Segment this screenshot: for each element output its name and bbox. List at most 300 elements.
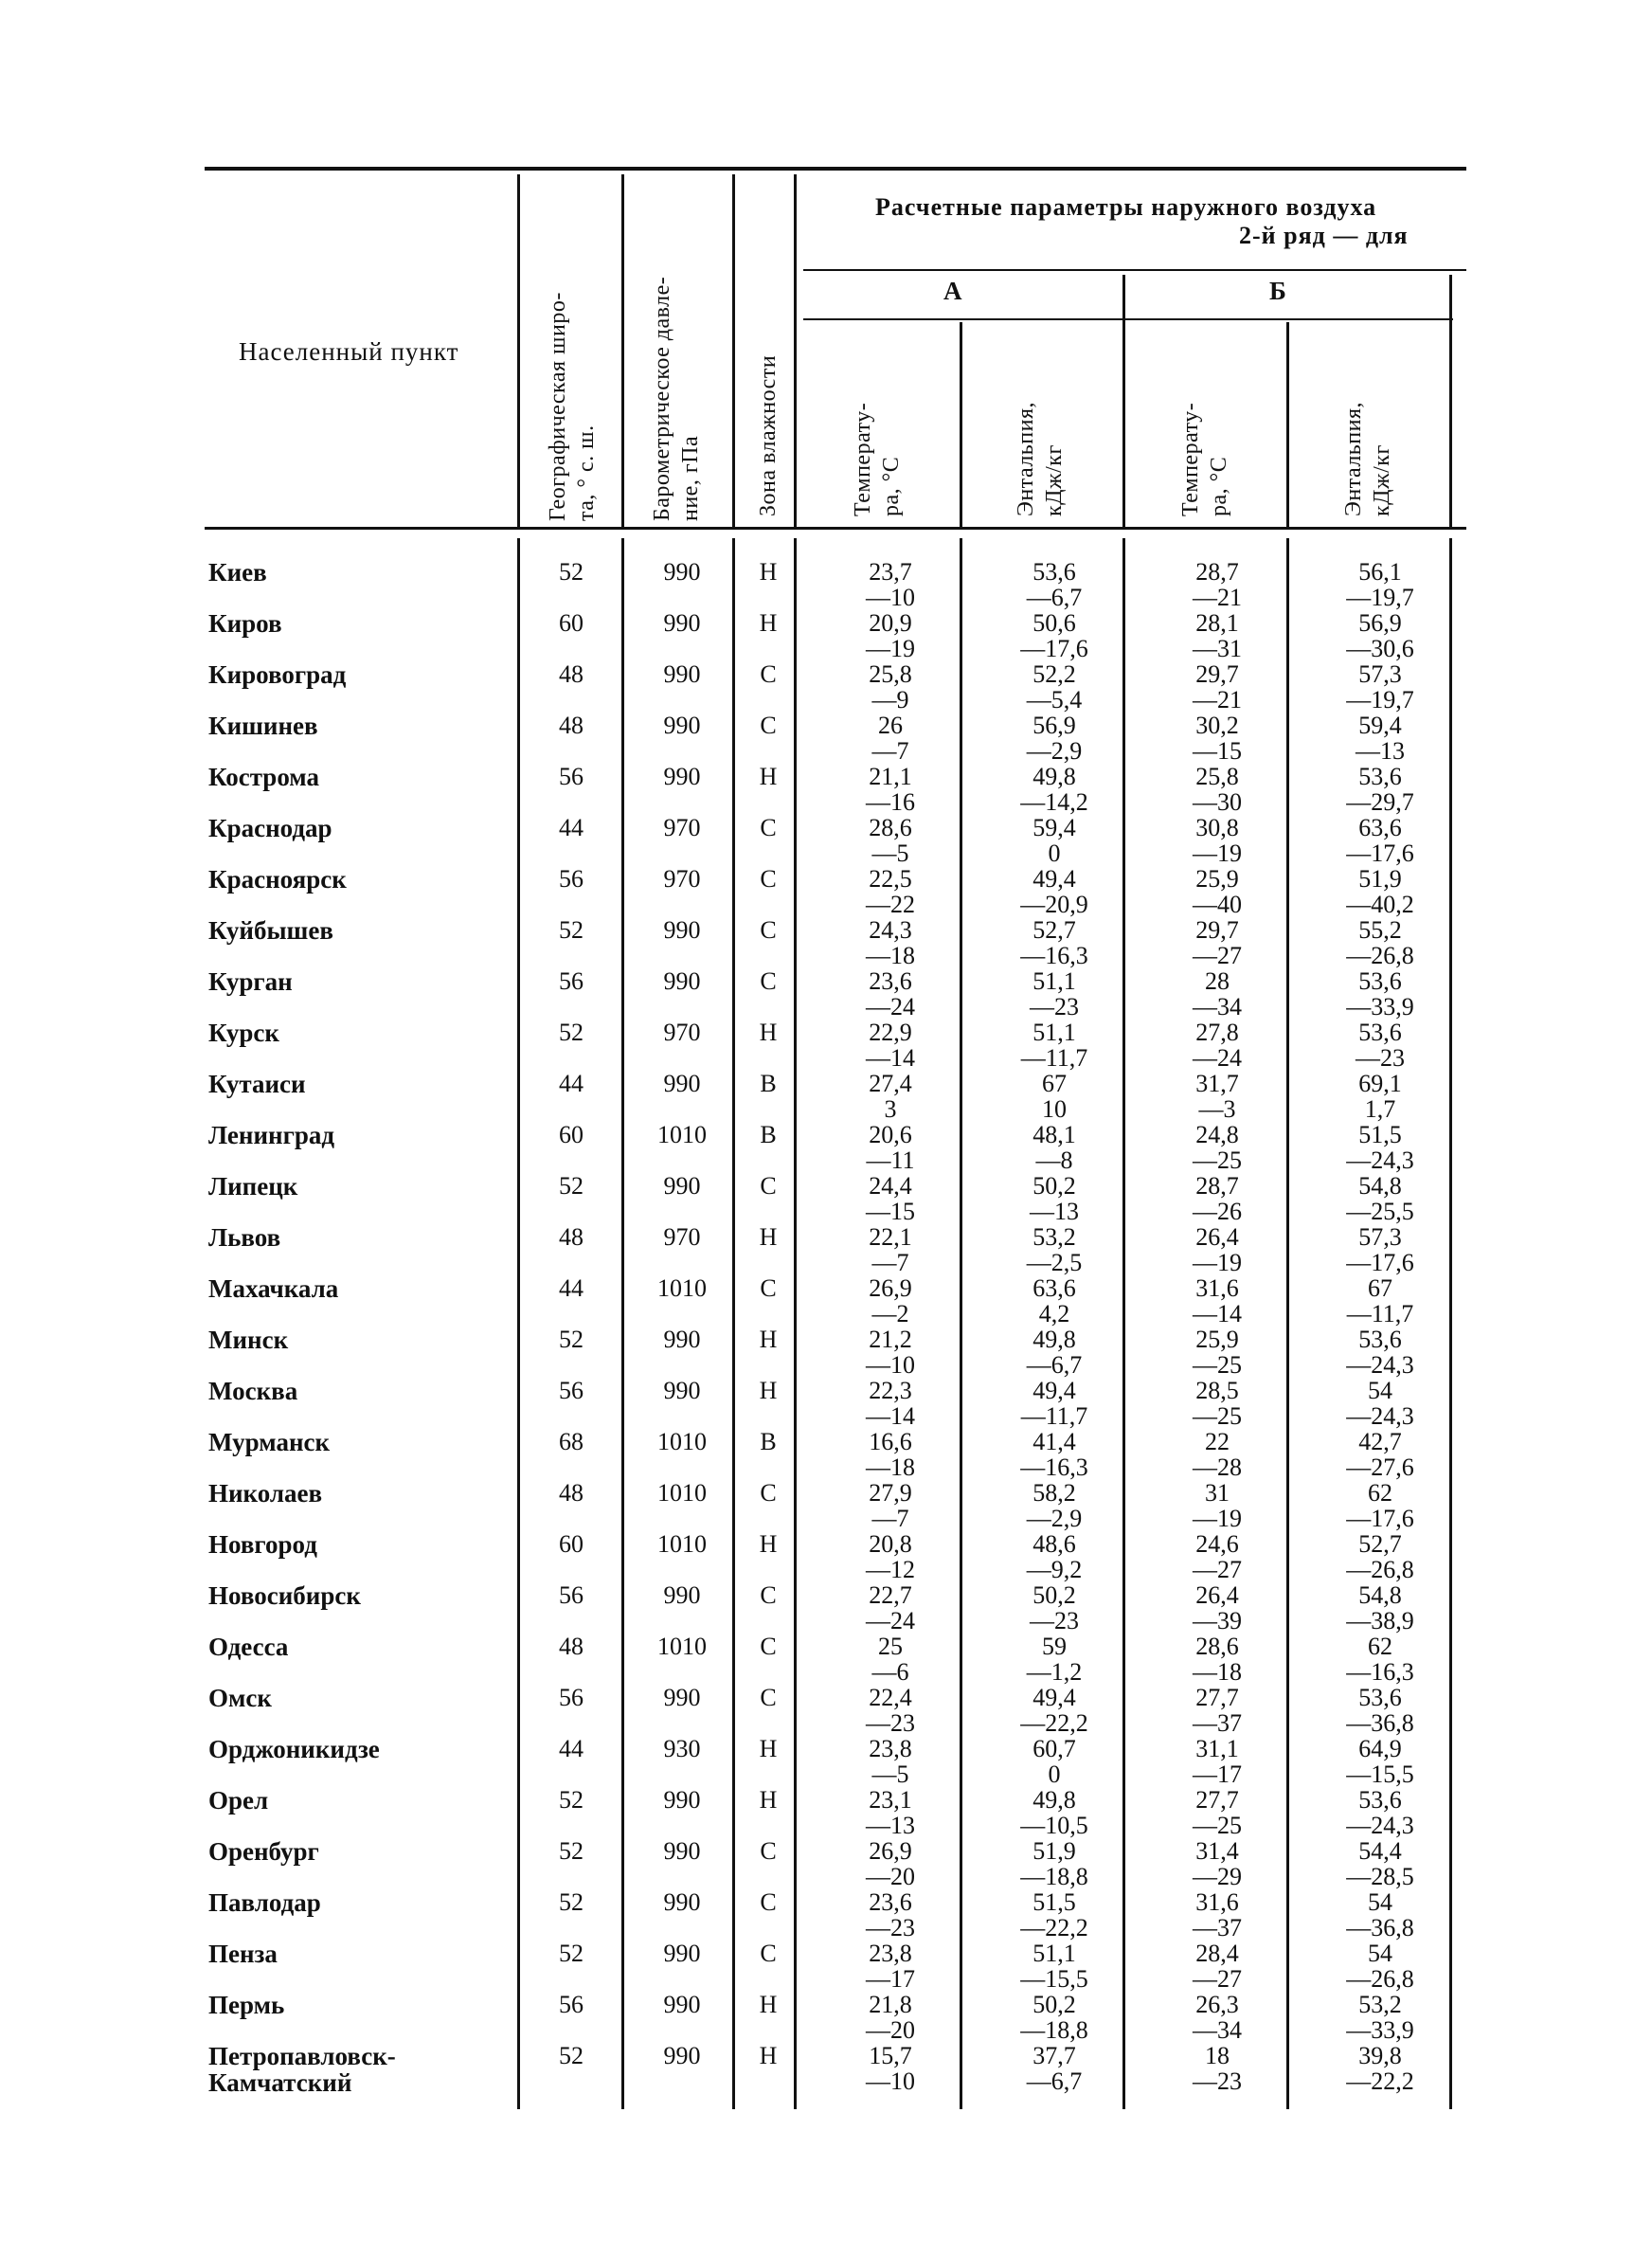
temp-b-cold-value: —27: [1193, 1556, 1242, 1583]
enthalpy-b-cell: [1309, 1992, 1451, 2043]
enthalpy-a-cold-value: —6,7: [1026, 1351, 1083, 1379]
temp-a-warm-value: 23,6: [869, 967, 912, 995]
enthalpy-a-warm-value: 51,1: [1032, 1940, 1076, 1967]
param-a-label: А: [943, 277, 963, 305]
city-name: Москва: [208, 1377, 298, 1405]
header-divider: [960, 322, 962, 527]
temp-a-warm-value: 24,4: [869, 1172, 912, 1200]
enthalpy-b-warm-value: 51,9: [1358, 865, 1402, 893]
header-divider: [732, 174, 735, 527]
enthalpy-a-cold-value: —6,7: [1026, 584, 1083, 611]
humidity-zone-value: Н: [759, 1735, 778, 1762]
pressure-value: 990: [663, 712, 701, 739]
city-name: Куйбышев: [208, 916, 333, 945]
latitude-value: 48: [559, 1479, 584, 1507]
temp-a-cold-value: —10: [866, 584, 915, 611]
humidity-zone-value: Н: [759, 609, 778, 637]
enthalpy-a-cold-value: —14,2: [1020, 788, 1088, 816]
temp-b-warm-value: 27,8: [1195, 1019, 1239, 1046]
temp-a-cell: [819, 661, 961, 713]
table-row: [0, 1480, 1652, 1531]
temp-a-warm-value: 20,8: [869, 1530, 912, 1558]
temp-b-cell: [1146, 1480, 1288, 1531]
humidity-zone-value: С: [760, 1940, 777, 1967]
city-name: Ленинград: [208, 1121, 335, 1149]
table-row: [0, 968, 1652, 1020]
temp-a-warm-value: 22,1: [869, 1223, 912, 1251]
temp-b-warm-value: 30,2: [1195, 712, 1239, 739]
col-header-pressure: Барометрическое давле- ние, гПа: [650, 276, 703, 521]
enthalpy-a-warm-value: 59: [1042, 1633, 1067, 1660]
temp-b-warm-value: 26,3: [1195, 1991, 1239, 2018]
enthalpy-a-cell: [983, 1787, 1125, 1838]
temp-b-cell: [1146, 1838, 1288, 1889]
temp-b-cold-value: —27: [1193, 1965, 1242, 1993]
enthalpy-b-cold-value: —19,7: [1346, 584, 1414, 611]
city-name: Львов: [208, 1223, 281, 1252]
temp-a-warm-value: 20,6: [869, 1121, 912, 1148]
enthalpy-a-warm-value: 60,7: [1032, 1735, 1076, 1762]
temp-a-warm-value: 26: [878, 712, 903, 739]
temp-b-cell: [1146, 968, 1288, 1020]
temp-a-cold-value: —10: [866, 2067, 915, 2095]
table-row: [0, 764, 1652, 815]
temp-b-warm-value: 26,4: [1195, 1223, 1239, 1251]
enthalpy-a-cell: [983, 1480, 1125, 1531]
temp-b-cold-value: —17: [1193, 1760, 1242, 1788]
temp-b-warm-value: 28,6: [1195, 1633, 1239, 1660]
enthalpy-a-warm-value: 37,7: [1032, 2042, 1076, 2069]
enthalpy-a-cold-value: —6,7: [1026, 2067, 1083, 2095]
pressure-value: 1010: [657, 1530, 707, 1558]
humidity-zone-value: С: [760, 712, 777, 739]
latitude-value: 48: [559, 660, 584, 688]
enthalpy-a-cold-value: —9,2: [1026, 1556, 1083, 1583]
temp-a-cold-value: —2: [871, 1300, 909, 1327]
temp-b-cell: [1146, 1736, 1288, 1787]
col-header-city: Населенный пункт: [239, 337, 459, 366]
enthalpy-a-cell: [983, 1275, 1125, 1327]
enthalpy-b-warm-value: 53,6: [1358, 1019, 1402, 1046]
city-name: Краснодар: [208, 814, 332, 842]
latitude-value: 56: [559, 763, 584, 790]
enthalpy-a-cold-value: 10: [1042, 1095, 1067, 1123]
col-header-humidity-zone: Зона влажности: [756, 354, 781, 516]
temp-a-cold-value: —7: [871, 1505, 909, 1532]
temp-a-warm-value: 21,2: [869, 1326, 912, 1353]
city-name: Николаев: [208, 1479, 323, 1508]
temp-a-cell: [819, 610, 961, 661]
temp-b-warm-value: 28,7: [1195, 1172, 1239, 1200]
enthalpy-b-cell: [1309, 1736, 1451, 1787]
temp-b-cell: [1146, 713, 1288, 764]
temp-a-cell: [819, 559, 961, 610]
latitude-value: 52: [559, 558, 584, 586]
enthalpy-b-warm-value: 42,7: [1358, 1428, 1402, 1455]
temp-a-warm-value: 22,4: [869, 1684, 912, 1711]
pressure-value: 990: [663, 1377, 701, 1404]
table-row: [0, 1327, 1652, 1378]
temp-a-cell: [819, 1122, 961, 1173]
enthalpy-b-warm-value: 39,8: [1358, 2042, 1402, 2069]
enthalpy-b-warm-value: 62: [1368, 1479, 1392, 1507]
enthalpy-a-warm-value: 51,1: [1032, 1019, 1076, 1046]
city-name: Пенза: [208, 1940, 278, 1968]
humidity-zone-value: Н: [759, 558, 778, 586]
enthalpy-a-cell: [983, 2043, 1125, 2094]
latitude-value: 52: [559, 916, 584, 944]
enthalpy-b-cold-value: —26,8: [1346, 942, 1414, 969]
table-row: [0, 1838, 1652, 1889]
temp-a-warm-value: 21,8: [869, 1991, 912, 2018]
humidity-zone-value: Н: [759, 1223, 778, 1251]
temp-b-cold-value: —27: [1193, 942, 1242, 969]
enthalpy-b-cell: [1309, 661, 1451, 713]
enthalpy-a-warm-value: 49,8: [1032, 763, 1076, 790]
enthalpy-a-cell: [983, 1020, 1125, 1071]
enthalpy-a-cold-value: —11,7: [1020, 1044, 1088, 1072]
temp-b-cold-value: —37: [1193, 1914, 1242, 1941]
temp-a-cold-value: —6: [871, 1658, 909, 1686]
latitude-value: 56: [559, 1377, 584, 1404]
temp-b-cell: [1146, 1378, 1288, 1429]
pressure-value: 990: [663, 1888, 701, 1916]
enthalpy-b-cold-value: —13: [1356, 737, 1405, 765]
table-row: [0, 713, 1652, 764]
temp-a-warm-value: 23,6: [869, 1888, 912, 1916]
humidity-zone-value: Н: [759, 1326, 778, 1353]
param-b-label: Б: [1269, 277, 1287, 305]
enthalpy-b-warm-value: 55,2: [1358, 916, 1402, 944]
col-header-enthalpy-a: Энтальпия, кДж/кг: [1014, 402, 1067, 516]
humidity-zone-value: С: [760, 1888, 777, 1916]
enthalpy-a-warm-value: 49,8: [1032, 1786, 1076, 1814]
col-header-temp-b: Температу- ра, °С: [1178, 402, 1231, 516]
latitude-value: 52: [559, 1019, 584, 1046]
table-top-rule: [205, 167, 1466, 171]
temp-a-cold-value: —7: [871, 1249, 909, 1276]
temp-b-warm-value: 28: [1205, 967, 1230, 995]
temp-a-cold-value: —15: [866, 1198, 915, 1225]
temp-a-cell: [819, 713, 961, 764]
enthalpy-a-cell: [983, 1122, 1125, 1173]
enthalpy-b-cold-value: —30,6: [1346, 635, 1414, 662]
temp-b-cell: [1146, 1071, 1288, 1122]
humidity-zone-value: Н: [759, 1019, 778, 1046]
enthalpy-b-cell: [1309, 559, 1451, 610]
temp-a-cell: [819, 866, 961, 917]
temp-a-cold-value: —7: [871, 737, 909, 765]
pressure-value: 990: [663, 1684, 701, 1711]
col-header-temp-a: Температу- ра, °С: [851, 402, 904, 516]
group-title: Расчетные параметры наружного воздуха: [875, 193, 1377, 221]
city-name: Оренбург: [208, 1837, 319, 1866]
temp-b-warm-value: 28,4: [1195, 1940, 1239, 1967]
enthalpy-b-warm-value: 57,3: [1358, 660, 1402, 688]
latitude-value: 48: [559, 1633, 584, 1660]
temp-a-cell: [819, 1582, 961, 1634]
enthalpy-a-cell: [983, 1531, 1125, 1582]
city-name: Курск: [208, 1019, 279, 1047]
city-name: Петропавловск- Камчатский: [208, 2042, 396, 2097]
header-divider: [1449, 275, 1452, 527]
pressure-value: 990: [663, 1172, 701, 1200]
temp-a-cold-value: —9: [871, 686, 909, 713]
pressure-value: 1010: [657, 1633, 707, 1660]
latitude-value: 60: [559, 1530, 584, 1558]
header-divider: [1286, 322, 1289, 527]
enthalpy-b-cell: [1309, 610, 1451, 661]
city-name: Киров: [208, 609, 282, 638]
temp-b-cell: [1146, 1429, 1288, 1480]
header-divider: [794, 174, 797, 527]
header-divider: [1122, 275, 1125, 527]
humidity-zone-value: Н: [759, 1530, 778, 1558]
enthalpy-a-cell: [983, 1071, 1125, 1122]
enthalpy-a-warm-value: 52,7: [1032, 916, 1076, 944]
enthalpy-a-cell: [983, 1941, 1125, 1992]
table-row: [0, 1582, 1652, 1634]
enthalpy-a-cell: [983, 559, 1125, 610]
temp-b-warm-value: 25,9: [1195, 1326, 1239, 1353]
pressure-value: 970: [663, 865, 701, 893]
enthalpy-a-cell: [983, 1327, 1125, 1378]
temp-a-cell: [819, 1889, 961, 1941]
temp-a-cold-value: —5: [871, 1760, 909, 1788]
header-bottom-rule: [205, 527, 1466, 530]
enthalpy-a-warm-value: 41,4: [1032, 1428, 1076, 1455]
humidity-zone-value: С: [760, 1274, 777, 1302]
table-row: [0, 1071, 1652, 1122]
humidity-zone-value: С: [760, 1172, 777, 1200]
temp-b-cell: [1146, 559, 1288, 610]
latitude-value: 52: [559, 2042, 584, 2069]
enthalpy-a-cell: [983, 1429, 1125, 1480]
enthalpy-b-cell: [1309, 1838, 1451, 1889]
group-rule: [803, 269, 1466, 271]
temp-a-cell: [819, 815, 961, 866]
pressure-value: 1010: [657, 1121, 707, 1148]
table-row: [0, 815, 1652, 866]
temp-b-warm-value: 26,4: [1195, 1581, 1239, 1609]
latitude-value: 68: [559, 1428, 584, 1455]
city-name: Кишинев: [208, 712, 318, 740]
temp-b-cold-value: —23: [1193, 2067, 1242, 2095]
temp-b-cell: [1146, 610, 1288, 661]
temp-b-cell: [1146, 1941, 1288, 1992]
temp-b-cold-value: —19: [1193, 840, 1242, 867]
temp-a-warm-value: 25,8: [869, 660, 912, 688]
temp-b-cell: [1146, 661, 1288, 713]
enthalpy-a-cold-value: —18,8: [1020, 1863, 1088, 1890]
enthalpy-a-cold-value: —8: [1035, 1147, 1073, 1174]
enthalpy-b-warm-value: 57,3: [1358, 1223, 1402, 1251]
temp-b-cold-value: —39: [1193, 1607, 1242, 1634]
temp-a-warm-value: 23,1: [869, 1786, 912, 1814]
temp-a-warm-value: 22,3: [869, 1377, 912, 1404]
latitude-value: 52: [559, 1837, 584, 1865]
enthalpy-a-cell: [983, 1634, 1125, 1685]
city-name: Орел: [208, 1786, 269, 1815]
enthalpy-a-warm-value: 50,6: [1032, 609, 1076, 637]
temp-a-cold-value: —11: [866, 1147, 915, 1174]
enthalpy-b-cell: [1309, 764, 1451, 815]
temp-b-warm-value: 25,8: [1195, 763, 1239, 790]
temp-b-cell: [1146, 1122, 1288, 1173]
enthalpy-a-warm-value: 49,4: [1032, 865, 1076, 893]
temp-b-cell: [1146, 1634, 1288, 1685]
enthalpy-b-warm-value: 53,6: [1358, 763, 1402, 790]
temp-a-cold-value: —12: [866, 1556, 915, 1583]
enthalpy-b-cell: [1309, 815, 1451, 866]
temp-b-warm-value: 30,8: [1195, 814, 1239, 841]
temp-a-cell: [819, 1838, 961, 1889]
temp-b-warm-value: 31,7: [1195, 1070, 1239, 1097]
temp-a-cold-value: —10: [866, 1351, 915, 1379]
enthalpy-b-warm-value: 64,9: [1358, 1735, 1402, 1762]
temp-a-warm-value: 23,7: [869, 558, 912, 586]
enthalpy-b-cell: [1309, 1941, 1451, 1992]
enthalpy-a-cold-value: —1,2: [1026, 1658, 1083, 1686]
enthalpy-b-cold-value: —26,8: [1346, 1556, 1414, 1583]
enthalpy-b-warm-value: 59,4: [1358, 712, 1402, 739]
enthalpy-b-cold-value: —36,8: [1346, 1709, 1414, 1737]
humidity-zone-value: С: [760, 660, 777, 688]
temp-a-cell: [819, 1275, 961, 1327]
pressure-value: 970: [663, 1019, 701, 1046]
latitude-value: 56: [559, 967, 584, 995]
enthalpy-a-cell: [983, 610, 1125, 661]
latitude-value: 52: [559, 1172, 584, 1200]
temp-b-cold-value: —21: [1193, 686, 1242, 713]
enthalpy-b-cell: [1309, 917, 1451, 968]
temp-b-cold-value: —25: [1193, 1147, 1242, 1174]
enthalpy-b-cold-value: —22,2: [1346, 2067, 1414, 2095]
temp-b-cell: [1146, 1787, 1288, 1838]
latitude-value: 48: [559, 1223, 584, 1251]
temp-b-cold-value: —26: [1193, 1198, 1242, 1225]
enthalpy-a-warm-value: 51,9: [1032, 1837, 1076, 1865]
enthalpy-a-warm-value: 50,2: [1032, 1581, 1076, 1609]
temp-a-cold-value: —17: [866, 1965, 915, 1993]
enthalpy-b-cell: [1309, 1020, 1451, 1071]
enthalpy-a-warm-value: 53,2: [1032, 1223, 1076, 1251]
table-row: [0, 1941, 1652, 1992]
temp-a-cell: [819, 764, 961, 815]
enthalpy-b-cell: [1309, 1889, 1451, 1941]
temp-b-warm-value: 31,1: [1195, 1735, 1239, 1762]
enthalpy-a-cold-value: 4,2: [1038, 1300, 1070, 1327]
temp-b-cell: [1146, 1327, 1288, 1378]
temp-b-cell: [1146, 866, 1288, 917]
enthalpy-a-cell: [983, 1224, 1125, 1275]
table-row: [0, 610, 1652, 661]
enthalpy-a-cell: [983, 917, 1125, 968]
temp-b-cold-value: —31: [1193, 635, 1242, 662]
enthalpy-b-cold-value: —23: [1356, 1044, 1405, 1072]
enthalpy-a-warm-value: 49,4: [1032, 1377, 1076, 1404]
latitude-value: 52: [559, 1786, 584, 1814]
enthalpy-b-warm-value: 53,6: [1358, 1326, 1402, 1353]
table-row: [0, 1889, 1652, 1941]
enthalpy-b-warm-value: 62: [1368, 1633, 1392, 1660]
temp-a-cell: [819, 1531, 961, 1582]
temp-a-cell: [819, 1429, 961, 1480]
enthalpy-b-cold-value: —29,7: [1346, 788, 1414, 816]
enthalpy-a-cold-value: —17,6: [1020, 635, 1088, 662]
temp-a-warm-value: 26,9: [869, 1837, 912, 1865]
humidity-zone-value: С: [760, 1479, 777, 1507]
humidity-zone-value: С: [760, 814, 777, 841]
temp-b-cold-value: —30: [1193, 788, 1242, 816]
enthalpy-a-cold-value: 0: [1048, 840, 1061, 867]
enthalpy-b-cell: [1309, 1480, 1451, 1531]
temp-b-cold-value: —34: [1193, 993, 1242, 1020]
temp-b-cold-value: —29: [1193, 1863, 1242, 1890]
temp-a-warm-value: 26,9: [869, 1274, 912, 1302]
enthalpy-b-warm-value: 63,6: [1358, 814, 1402, 841]
table-row: [0, 1787, 1652, 1838]
humidity-zone-value: С: [760, 967, 777, 995]
temp-a-cold-value: —13: [866, 1812, 915, 1839]
city-name: Одесса: [208, 1633, 289, 1661]
city-name: Новосибирск: [208, 1581, 361, 1610]
temp-b-warm-value: 24,6: [1195, 1530, 1239, 1558]
enthalpy-a-cell: [983, 815, 1125, 866]
temp-b-cold-value: —19: [1193, 1505, 1242, 1532]
pressure-value: 990: [663, 1326, 701, 1353]
temp-b-cell: [1146, 1582, 1288, 1634]
pressure-value: 990: [663, 763, 701, 790]
enthalpy-a-cold-value: —18,8: [1020, 2016, 1088, 2044]
temp-a-cold-value: —20: [866, 2016, 915, 2044]
enthalpy-b-warm-value: 53,6: [1358, 1786, 1402, 1814]
city-name: Красноярск: [208, 865, 347, 894]
latitude-value: 60: [559, 1121, 584, 1148]
pressure-value: 1010: [657, 1274, 707, 1302]
enthalpy-b-cell: [1309, 1173, 1451, 1224]
enthalpy-b-cold-value: —24,3: [1346, 1351, 1414, 1379]
enthalpy-b-warm-value: 54,8: [1358, 1172, 1402, 1200]
temp-b-cell: [1146, 1992, 1288, 2043]
enthalpy-a-cold-value: —2,9: [1026, 737, 1083, 765]
enthalpy-b-cell: [1309, 713, 1451, 764]
temp-a-cold-value: —24: [866, 993, 915, 1020]
table-row: [0, 1378, 1652, 1429]
temp-b-cold-value: —24: [1193, 1044, 1242, 1072]
enthalpy-a-warm-value: 49,4: [1032, 1684, 1076, 1711]
temp-a-cell: [819, 1224, 961, 1275]
city-name: Киев: [208, 558, 267, 587]
latitude-value: 56: [559, 1581, 584, 1609]
table-row: [0, 1224, 1652, 1275]
temp-a-cell: [819, 1941, 961, 1992]
temp-a-warm-value: 15,7: [869, 2042, 912, 2069]
enthalpy-a-cell: [983, 1838, 1125, 1889]
temp-a-cell: [819, 1020, 961, 1071]
enthalpy-a-cold-value: —5,4: [1026, 686, 1083, 713]
city-name: Махачкала: [208, 1274, 339, 1303]
enthalpy-a-cold-value: —2,9: [1026, 1505, 1083, 1532]
temp-b-warm-value: 29,7: [1195, 916, 1239, 944]
city-name: Новгород: [208, 1530, 317, 1559]
enthalpy-b-warm-value: 56,9: [1358, 609, 1402, 637]
city-name: Павлодар: [208, 1888, 321, 1917]
temp-a-cold-value: —16: [866, 788, 915, 816]
enthalpy-a-cell: [983, 968, 1125, 1020]
table-row: [0, 1122, 1652, 1173]
humidity-zone-value: В: [760, 1428, 777, 1455]
